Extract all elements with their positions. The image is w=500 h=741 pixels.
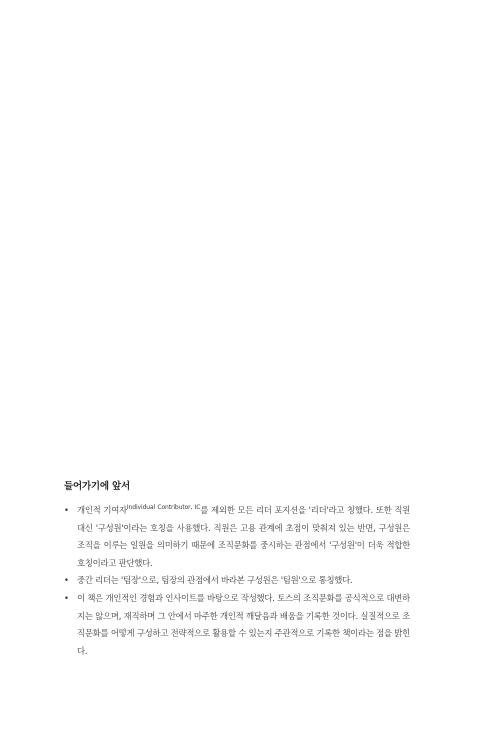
notes-heading: 들어가기에 앞서 <box>64 481 130 492</box>
item3-text: 이 책은 개인적인 경험과 인사이트를 바탕으로 작성했다. 토스의 조직문화를 공식적으로 대변하지는 않으며, 재직하며 그 안에서 마주한 개인적 깨달음과 배움을 기록한 것이다. 실질적으로 조직문화를 어떻게 구성하고 전략적으로 활용할 수 있는지 주관적으로 기록한 책이라는 점을 밝힌다. <box>77 592 410 656</box>
preface-notes <box>64 478 410 660</box>
item1-superscript: Individual Contributor, IC <box>126 504 201 511</box>
item1-text-after: 를 제외한 모든 리더 포지션을 '리더'라고 칭했다. 또한 직원 대신 '구성원'이라는 호칭을 사용했다. 직원은 고용 관계에 초점이 맞춰져 있는 반면, 구성원은 조직을 이루는 일원을 의미하기 때문에 조직문화를 중시하는 관점에서 '구성원'이 더욱 적합한 호칭이라고 판단했다. <box>77 505 410 568</box>
notes-list <box>64 502 410 660</box>
item2-text: 중간 리더는 '팀장'으로, 팀장의 관점에서 바라본 구성원은 '팀원'으로 통칭했다. <box>77 575 353 586</box>
bullet-marker: • <box>64 592 69 603</box>
bullet-marker: • <box>64 505 69 515</box>
list-item <box>64 572 410 590</box>
list-item <box>64 590 410 660</box>
list-item <box>64 502 410 572</box>
item1-text-before: 개인적 기여자 <box>77 505 127 515</box>
bullet-marker: • <box>64 575 69 586</box>
